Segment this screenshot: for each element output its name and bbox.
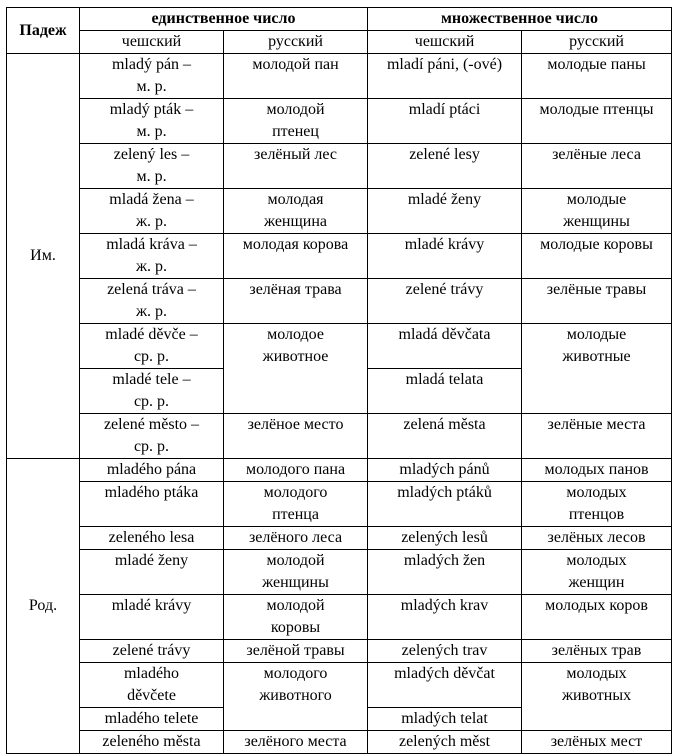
russian-plural-cell: молодые животные bbox=[522, 324, 672, 414]
table-row bbox=[7, 324, 672, 369]
russian-plural-cell: молодые птенцы bbox=[522, 99, 672, 144]
header-russian-singular: русский bbox=[224, 31, 368, 54]
czech-singular-cell: zeleného města bbox=[80, 731, 224, 754]
czech-plural-cell: zelené trávy bbox=[368, 279, 522, 324]
header-case: Падеж bbox=[7, 8, 80, 54]
czech-singular-cell: zelený les – м. р. bbox=[80, 144, 224, 189]
header-plural: множественное число bbox=[368, 8, 672, 31]
russian-singular-cell: молодая корова bbox=[224, 234, 368, 279]
czech-plural-cell: mladé ženy bbox=[368, 189, 522, 234]
table-row bbox=[7, 663, 672, 708]
czech-plural-cell: zelených trav bbox=[368, 640, 522, 663]
russian-plural-cell: молодых животных bbox=[522, 663, 672, 731]
czech-singular-cell: mladého telete bbox=[80, 708, 224, 731]
russian-plural-cell: молодые паны bbox=[522, 54, 672, 99]
russian-singular-cell: молодого животного bbox=[224, 663, 368, 731]
header-czech-singular: чешский bbox=[80, 31, 224, 54]
table-row bbox=[7, 279, 672, 324]
czech-plural-cell: mladých žen bbox=[368, 550, 522, 595]
russian-singular-cell: молодого птенца bbox=[224, 482, 368, 527]
czech-singular-cell: mladého ptáka bbox=[80, 482, 224, 527]
czech-plural-cell: mladých ptáků bbox=[368, 482, 522, 527]
czech-singular-cell: mladého pána bbox=[80, 459, 224, 482]
table-row bbox=[7, 640, 672, 663]
table-row bbox=[7, 550, 672, 595]
russian-plural-cell: молодых коров bbox=[522, 595, 672, 640]
czech-singular-cell: mladá žena – ж. р. bbox=[80, 189, 224, 234]
header-czech-plural: чешский bbox=[368, 31, 522, 54]
table-row bbox=[7, 527, 672, 550]
russian-plural-cell: молодые женщины bbox=[522, 189, 672, 234]
czech-plural-cell: mladých krav bbox=[368, 595, 522, 640]
russian-singular-cell: зелёный лес bbox=[224, 144, 368, 189]
russian-plural-cell: зелёных мест bbox=[522, 731, 672, 754]
czech-plural-cell: mladá telata bbox=[368, 369, 522, 414]
czech-singular-cell: mladý pták – м. р. bbox=[80, 99, 224, 144]
czech-plural-cell: mladí páni, (-ové) bbox=[368, 54, 522, 99]
table-row bbox=[7, 595, 672, 640]
table-row bbox=[7, 459, 672, 482]
table-row bbox=[7, 189, 672, 234]
russian-singular-cell: зелёного места bbox=[224, 731, 368, 754]
czech-plural-cell: mladá děvčata bbox=[368, 324, 522, 369]
czech-plural-cell: zelená města bbox=[368, 414, 522, 459]
czech-singular-cell: zelená tráva – ж. р. bbox=[80, 279, 224, 324]
czech-singular-cell: zelené město – ср. р. bbox=[80, 414, 224, 459]
header-russian-plural: русский bbox=[522, 31, 672, 54]
czech-plural-cell: zelených měst bbox=[368, 731, 522, 754]
czech-singular-cell: zelené trávy bbox=[80, 640, 224, 663]
russian-plural-cell: молодые коровы bbox=[522, 234, 672, 279]
czech-plural-cell: mladých pánů bbox=[368, 459, 522, 482]
russian-plural-cell: молодых панов bbox=[522, 459, 672, 482]
russian-singular-cell: молодое животное bbox=[224, 324, 368, 414]
table-row bbox=[7, 731, 672, 754]
russian-plural-cell: зелёные леса bbox=[522, 144, 672, 189]
case-label-genitive: Род. bbox=[7, 459, 80, 754]
russian-plural-cell: молодых женщин bbox=[522, 550, 672, 595]
czech-singular-cell: mladý pán – м. р. bbox=[80, 54, 224, 99]
russian-singular-cell: молодой женщины bbox=[224, 550, 368, 595]
russian-singular-cell: молодая женщина bbox=[224, 189, 368, 234]
russian-plural-cell: зелёные места bbox=[522, 414, 672, 459]
russian-singular-cell: зелёного леса bbox=[224, 527, 368, 550]
czech-plural-cell: zelené lesy bbox=[368, 144, 522, 189]
czech-singular-cell: mladé ženy bbox=[80, 550, 224, 595]
table-row bbox=[7, 99, 672, 144]
czech-singular-cell: mladého děvčete bbox=[80, 663, 224, 708]
table-row bbox=[7, 144, 672, 189]
russian-plural-cell: зелёные травы bbox=[522, 279, 672, 324]
header-singular: единственное число bbox=[80, 8, 368, 31]
table-row bbox=[7, 414, 672, 459]
table-row bbox=[7, 54, 672, 99]
russian-plural-cell: зелёных лесов bbox=[522, 527, 672, 550]
russian-plural-cell: зелёных трав bbox=[522, 640, 672, 663]
czech-singular-cell: mladé děvče – ср. р. bbox=[80, 324, 224, 369]
russian-singular-cell: молодой птенец bbox=[224, 99, 368, 144]
russian-singular-cell: молодой коровы bbox=[224, 595, 368, 640]
czech-plural-cell: mladých děvčat bbox=[368, 663, 522, 708]
russian-singular-cell: зелёное место bbox=[224, 414, 368, 459]
czech-singular-cell: mladé tele – ср. р. bbox=[80, 369, 224, 414]
russian-singular-cell: молодого пана bbox=[224, 459, 368, 482]
russian-singular-cell: молодой пан bbox=[224, 54, 368, 99]
table-row bbox=[7, 234, 672, 279]
table-row bbox=[7, 482, 672, 527]
czech-singular-cell: mladá kráva – ж. р. bbox=[80, 234, 224, 279]
case-label-nominative: Им. bbox=[7, 54, 80, 459]
russian-plural-cell: молодых птенцов bbox=[522, 482, 672, 527]
czech-plural-cell: zelených lesů bbox=[368, 527, 522, 550]
czech-singular-cell: mladé krávy bbox=[80, 595, 224, 640]
russian-singular-cell: зелёная трава bbox=[224, 279, 368, 324]
czech-plural-cell: mladé krávy bbox=[368, 234, 522, 279]
declension-table bbox=[6, 7, 672, 754]
czech-plural-cell: mladých telat bbox=[368, 708, 522, 731]
russian-singular-cell: зелёной травы bbox=[224, 640, 368, 663]
czech-plural-cell: mladí ptáci bbox=[368, 99, 522, 144]
czech-singular-cell: zeleného lesa bbox=[80, 527, 224, 550]
